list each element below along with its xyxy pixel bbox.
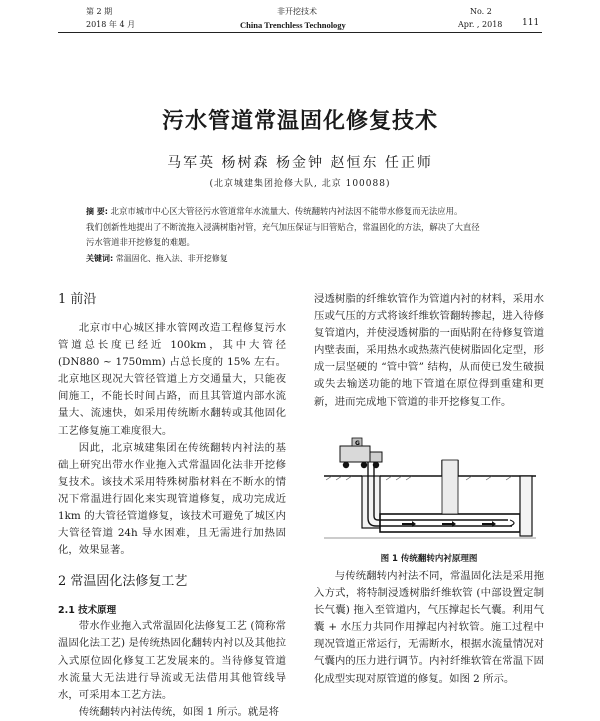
date-cn: 2018 年 4 月 [86,20,136,29]
paper-title: 污水管道常温固化修复技术 [161,108,438,134]
figure-1-diagram [322,432,538,546]
inversion-front [510,520,514,526]
issue-en: No. 2 [470,7,492,16]
right-column-top [314,291,544,411]
abstract-line1: 北京市城市中心区大管径污水管道常年水流量大、传统翻转内衬法因不能带水修复而无法应用。 [110,206,463,216]
keywords-label: 关键词: [86,253,114,263]
liner-hose-outer [368,462,512,526]
figure-1-caption: 图 1 传统翻转内衬原理图 [380,554,478,564]
abstract-line3: 污水管道非开挖修复的难题。 [86,237,195,247]
right-column-bottom [314,568,544,688]
page-number: 111 [522,18,540,28]
truck-icon [340,438,382,468]
liner-hose-inner [374,462,508,520]
affiliation: (北京城建集团抢修大队, 北京 100088) [209,179,391,189]
journal-en: China Trenchless Technology [240,20,346,30]
abstract-line2: 我们创新性地提出了不断流拖入浸满树脂衬管，充气加压保证与旧管贴合，常温固化的方法，解决了大直径 [86,221,480,232]
header-rule [58,32,542,33]
keywords [86,251,516,267]
date-en: Apr. , 2018 [458,20,503,29]
left-column [58,291,286,721]
section-1-paragraph-2: 因此，北京城建集团在传统翻转内衬法的基础上研究出带水作业拖入式常温固化法非开挖修复技术。该技术采用特殊树脂材料在不断水的情况下常温进行固化来实现管道修复，成功完成近 1km 的大管径管道修复，该技术可避免了城区内大管径管道 24h 导水困难，且无需进行加热固化，效果显著。 [58,441,286,557]
section-2-heading: 2 常温固化法修复工艺 [58,574,188,590]
right-paragraph-bottom: 与传统翻转内衬法不同，常温固化法是采用拖入方式，将特制浸透树脂纤维软管 (中部设置定制长气囊) 拖入至管道内，气压撑起长气囊。利用气囊 + 水压力共同作用撑起内衬软管。施工过程中现况管道正常运行，无需断水，根据水流量情况对气囊内的压力进行调节。内衬纤维软管在常温下固化成型实现对原管道的修复。如图 2 所示。 [314,570,544,685]
section-2-1-heading: 2.1 技术原理 [58,605,117,617]
section-2-1-paragraph-2: 传统翻转内衬法传统，如图 1 所示。就是将 [78,705,280,718]
right-paragraph-top: 浸透树脂的纤维软管作为管道内衬的材料，采用水压或气压的方式将该纤维软管翻转掺起，进入待修复管道内，并使浸透树脂的一面贴附在待修复管道内壁表面，采用热水或热蒸汽使树脂固化定型，形成一层坚硬的 “管中管” 结构，从而使已发生破损或失去输送功能的地下管道在原位得到重建和更新，进而完成地下管道的非开挖修复工作。 [314,293,544,408]
authors: 马军英 杨树森 杨金钟 赵恒东 任正师 [167,155,433,171]
section-1-paragraph-1: 北京市中心城区排水管网改造工程修复污水管道总长度已经近 100km，其中大管径 (DN880 ~ 1750mm) 占总长度的 15% 左右。北京地区现况大管径管道上方交通量大，只能夜间施工，不能长时间占路，而且其管道内部水流量大、流速快，如采用传统断水翻转或其他固化工艺修复施工难度很大。 [58,322,286,437]
issue-cn: 第 2 期 [86,7,113,16]
abstract [86,204,516,266]
pavement-column [442,460,458,514]
svg-text:G: G [355,440,360,447]
manhole-right [520,476,532,536]
section-1-heading: 1 前沿 [58,292,97,307]
section-2-1-paragraph-1: 带水作业拖入式常温固化法修复工艺 (简称常温固化法工艺) 是传统热固化翻转内衬以及其他拉入式原位固化修复工艺发展来的。当待修复管道水流量大无法进行导流或无法借用其他管线导水，可采用本工艺方法。 [58,620,286,701]
journal-cn: 非开挖技术 [277,7,317,16]
keywords-text: 常温固化、拖入法、非开挖修复 [115,253,228,263]
abstract-label: 摘 要: [86,207,108,216]
